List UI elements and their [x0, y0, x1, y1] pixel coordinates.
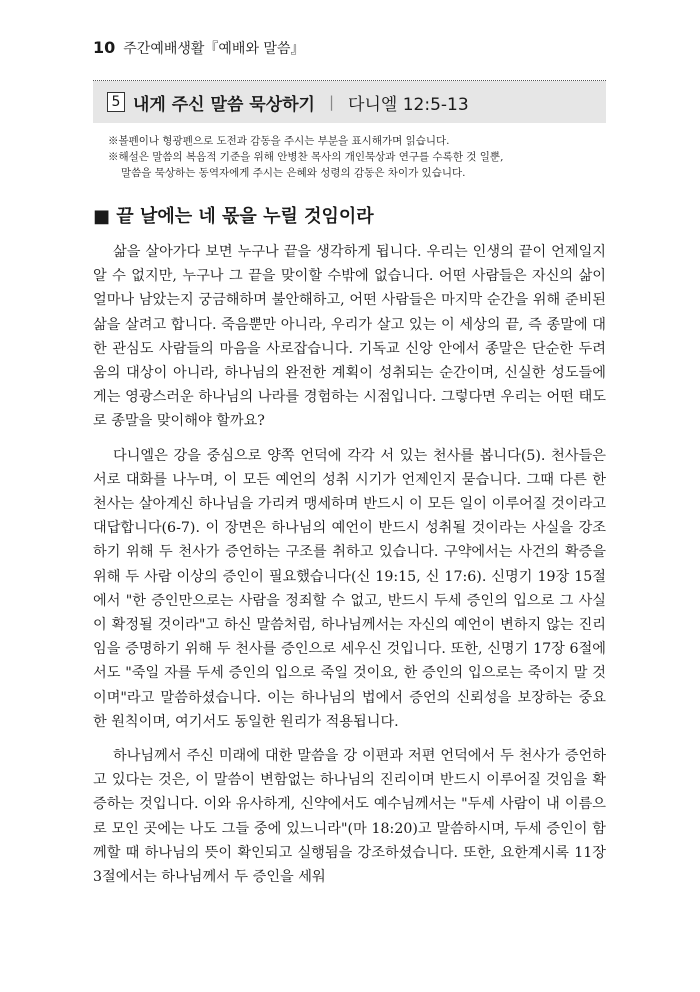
section-number-badge: 5 — [107, 92, 125, 112]
scripture-reference: 다니엘 12:5-13 — [348, 94, 469, 115]
reading-notes — [108, 133, 608, 181]
banner-separator: | — [328, 93, 335, 111]
page-header — [93, 38, 304, 58]
running-title: 주간예배생활『예배와 말씀』 — [123, 41, 305, 57]
section-banner — [93, 81, 606, 123]
banner-title: 내게 주신 말씀 묵상하기 — [133, 94, 315, 115]
paragraph: 다니엘은 강을 중심으로 양쪽 언덕에 각각 서 있는 천사를 봅니다(5). 천사들은 서로 대화를 나누며, 이 모든 예언의 성취 시기가 언제인지 묻습니다. 그때 다른 한 천사는 살아계신 하나님을 가리켜 맹세하며 반드시 이 모든 일이 이루어질 것이라고 대답합니다(6-7). 이 장면은 하나님의 예언이 반드시 성취될 것이라는 사실을 강조하기 위해 두 천사가 증언하는 구조를 취하고 있습니다. 구약에서는 사건의 확증을 위해 두 사람 이상의 증인이 필요했습니다(신 19:15, 신 17:6). 신명기 19장 15절에서 "한 증인만으로는 사람을 정죄할 수 없고, 반드시 두세 증인의 입으로 그 사실이 확정될 것이라"고 하신 말씀처럼, 하나님께서는 자신의 예언이 변하지 않는 진리임을 증명하기 위해 두 천사를 증인으로 세우신 것입니다. 또한, 신명기 17장 6절에서도 "죽일 자를 두세 증인의 입으로 죽일 것이요, 한 증인의 입으로는 죽이지 말 것이며"라고 말씀하셨습니다. 이는 하나님의 법에서 증언의 신뢰성을 보장하는 중요한 원칙이며, 여기서도 동일한 원리가 적용됩니다. — [93, 447, 606, 730]
section-heading — [93, 202, 374, 228]
heading-text: 끝 날에는 네 몫을 누릴 것임이라 — [116, 206, 374, 227]
note-line: ※볼펜이나 형광펜으로 도전과 감동을 주시는 부분을 표시해가며 읽습니다. — [108, 135, 450, 147]
square-bullet-icon: ■ — [93, 206, 111, 227]
note-line: ※해설은 말씀의 복음적 기준을 위해 안병찬 목사의 개인묵상과 연구를 수록한 것 일뿐, — [108, 151, 504, 163]
paragraph: 하나님께서 주신 미래에 대한 말씀을 강 이편과 저편 언덕에서 두 천사가 증언하고 있다는 것은, 이 말씀이 변함없는 하나님의 진리이며 반드시 이루어질 것임을 확증하는 것입니다. 이와 유사하게, 신약에서도 예수님께서는 "두세 사람이 내 이름으로 모인 곳에는 나도 그들 중에 있느니라"(마 18:20)고 말씀하시며, 두세 증인이 함께할 때 하나님의 뜻이 확인되고 실행됨을 강조하셨습니다. 또한, 요한계시록 11장 3절에서는 하나님께서 두 증인을 세워 — [93, 748, 606, 886]
page-number: 10 — [93, 38, 116, 57]
body-text — [93, 240, 606, 899]
paragraph: 삶을 살아가다 보면 누구나 끝을 생각하게 됩니다. 우리는 인생의 끝이 언제일지 알 수 없지만, 누구나 그 끝을 맞이할 수밖에 없습니다. 어떤 사람들은 자신의 삶이 얼마나 남았는지 궁금해하며 불안해하고, 어떤 사람들은 마지막 순간을 위해 준비된 삶을 살려고 합니다. 죽음뿐만 아니라, 우리가 살고 있는 이 세상의 끝, 즉 종말에 대한 관심도 사람들의 마음을 사로잡습니다. 기독교 신앙 안에서 종말은 단순한 두려움의 대상이 아니라, 하나님의 완전한 계획이 성취되는 순간이며, 신실한 성도들에게는 영광스러운 하나님의 나라를 경험하는 시점입니다. 그렇다면 우리는 어떤 태도로 종말을 맞이해야 할까요? — [93, 244, 606, 430]
note-line: 말씀을 묵상하는 동역자에게 주시는 은혜와 성령의 감동은 차이가 있습니다. — [121, 167, 466, 179]
